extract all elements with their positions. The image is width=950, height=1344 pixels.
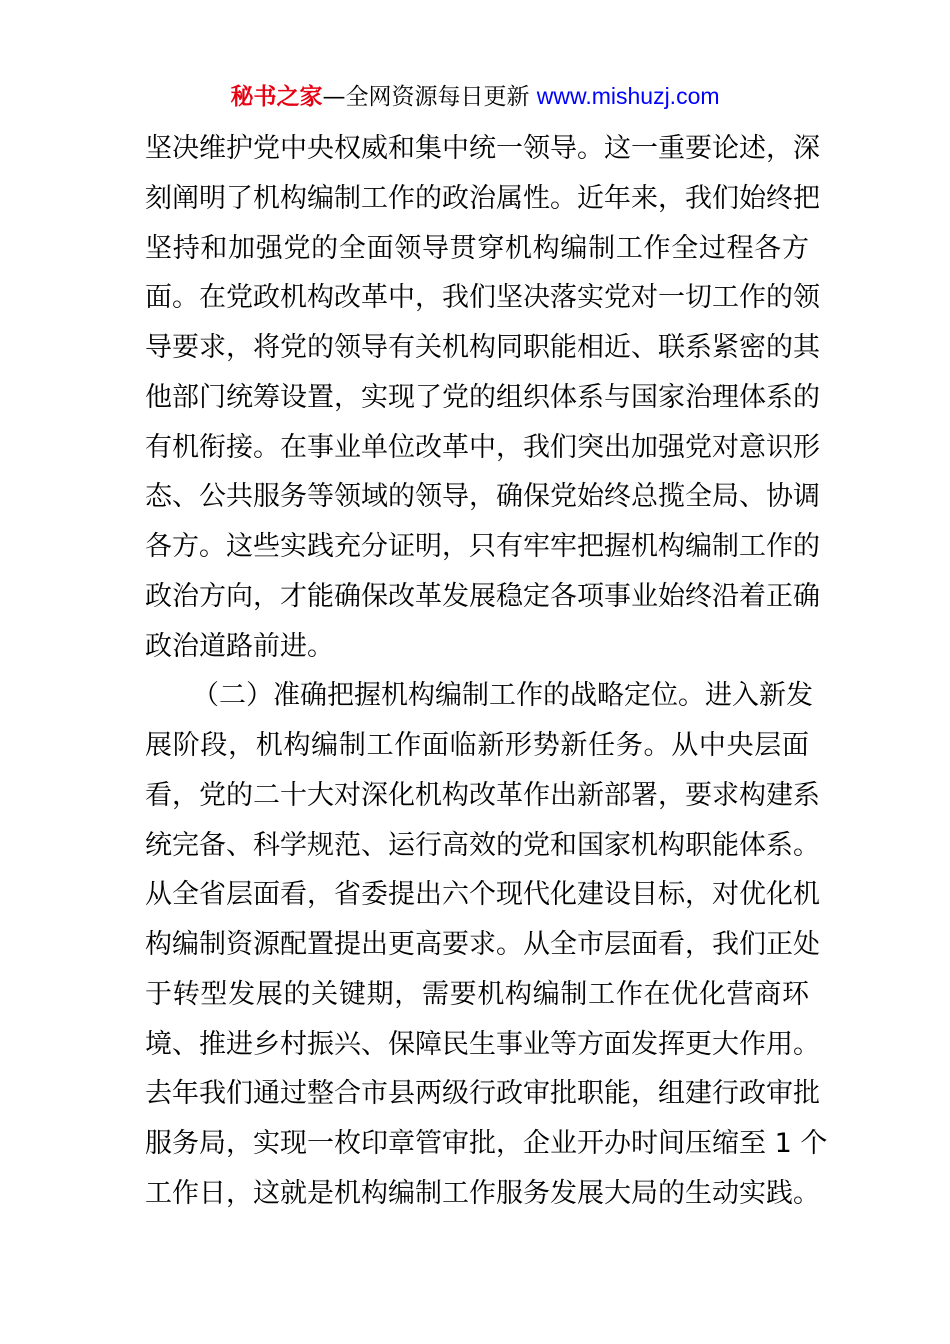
paragraph-end-line: 政治道路前进。 xyxy=(145,630,334,662)
text-line: 刻阐明了机构编制工作的政治属性。近年来，我们始终把 xyxy=(145,182,820,214)
text-line: 有机衔接。在事业单位改革中，我们突出加强党对意识形 xyxy=(145,431,820,463)
text-line: 坚持和加强党的全面领导贯穿机构编制工作全过程各方 xyxy=(145,232,809,264)
text-line: 看，党的二十大对深化机构改革作出新部署，要求构建系 xyxy=(145,779,820,811)
site-brand: 秘书之家 xyxy=(230,84,323,110)
text-line: 构编制资源配置提出更高要求。从全市层面看，我们正处 xyxy=(145,929,820,960)
site-url-link[interactable]: www.mishuzj.com xyxy=(536,83,720,109)
text-line: 统完备、科学规范、运行高效的党和国家机构职能体系。 xyxy=(145,829,820,861)
paragraph-end-line: 工作日，这就是机构编制工作服务发展大局的生动实践。 xyxy=(145,1177,820,1209)
text-line: 政治方向，才能确保改革发展稳定各项事业始终沿着正确 xyxy=(145,580,820,612)
text-line: 坚决维护党中央权威和集中统一领导。这一重要论述，深 xyxy=(145,133,820,164)
text-line: 去年我们通过整合市县两级行政审批职能，组建行政审批 xyxy=(145,1078,820,1110)
text-line: 各方。这些实践充分证明，只有牢牢把握机构编制工作的 xyxy=(145,531,820,562)
text-line: 从全省层面看，省委提出六个现代化建设目标，对优化机 xyxy=(145,879,820,911)
text-line: 于转型发展的关键期，需要机构编制工作在优化营商环 xyxy=(145,978,809,1010)
text-line: 服务局，实现一枚印章管审批，企业开办时间压缩至 1 个 xyxy=(145,1128,828,1159)
page-header xyxy=(0,80,950,113)
site-slogan: —全网资源每日更新 xyxy=(322,84,537,110)
text-line: 导要求，将党的领导有关机构同职能相近、联系紧密的其 xyxy=(145,332,820,363)
text-line: 面。在党政机构改革中，我们坚决落实党对一切工作的领 xyxy=(145,282,820,314)
text-line: 他部门统筹设置，实现了党的组织体系与国家治理体系的 xyxy=(145,381,820,413)
text-line: 态、公共服务等领域的领导，确保党始终总揽全局、协调 xyxy=(145,481,820,513)
section-heading-line: （二）准确把握机构编制工作的战略定位。进入新发 xyxy=(192,680,813,712)
text-line: 境、推进乡村振兴、保障民生事业等方面发挥更大作用。 xyxy=(145,1028,820,1060)
document-body xyxy=(145,124,828,1219)
text-line: 展阶段，机构编制工作面临新形势新任务。从中央层面 xyxy=(145,730,809,761)
